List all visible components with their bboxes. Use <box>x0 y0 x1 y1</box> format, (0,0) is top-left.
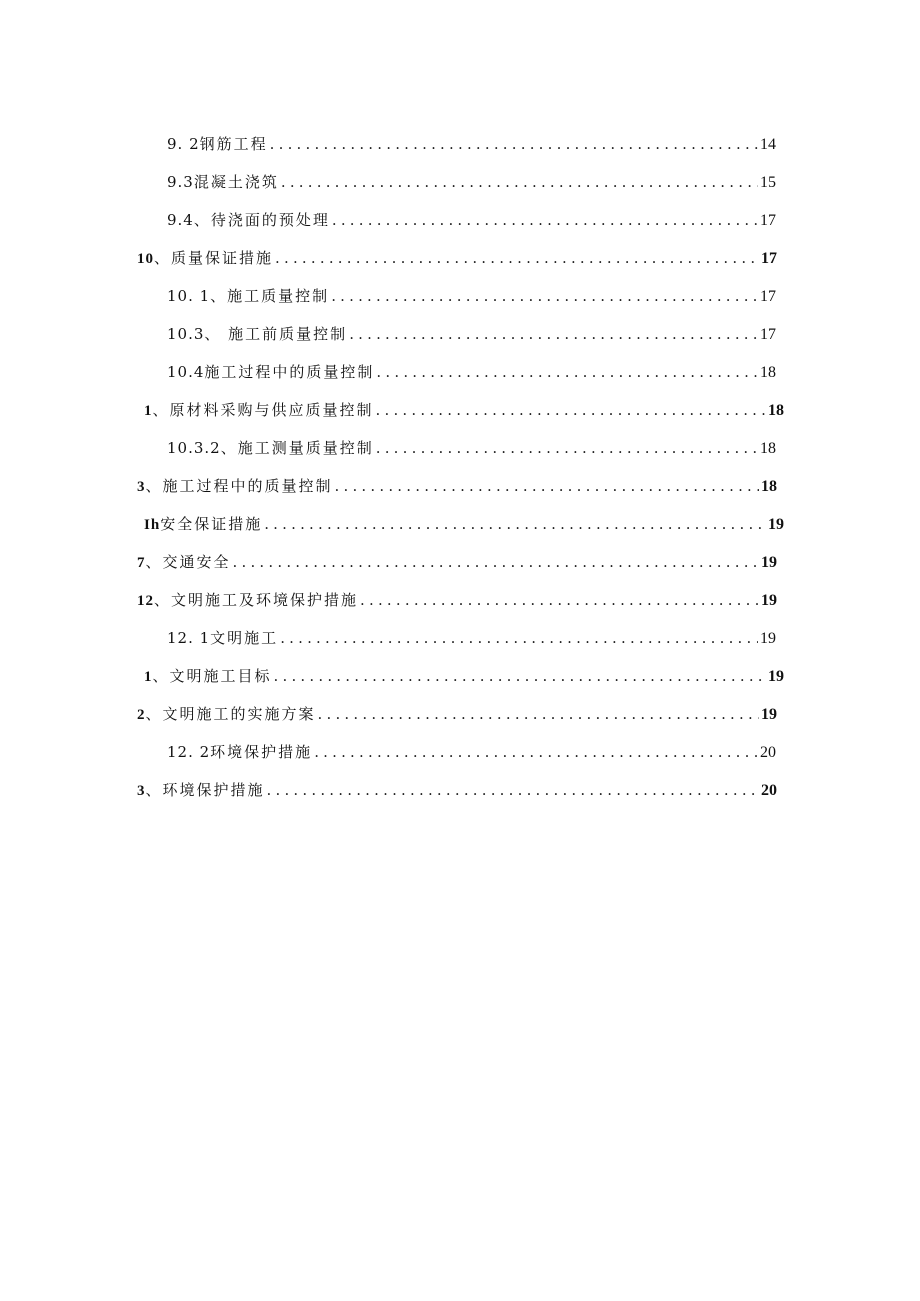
toc-leader-dots <box>280 625 758 651</box>
toc-entry-number: 3 <box>137 783 146 799</box>
toc-leader-dots <box>332 207 758 233</box>
toc-entry-page: 17 <box>760 326 776 343</box>
toc-leader-dots <box>331 283 758 309</box>
toc-leader-dots <box>281 169 758 195</box>
toc-leader-dots <box>335 473 759 499</box>
toc-entry-title: 、施工质量控制 <box>210 287 330 305</box>
toc-entry-9-2[interactable] <box>167 131 776 157</box>
toc-entry-number: 9.4 <box>167 211 194 229</box>
toc-leader-dots <box>314 739 758 765</box>
toc-entry-title: 施工过程中的质量控制 <box>204 363 375 381</box>
toc-entry-construction-process[interactable] <box>137 473 777 499</box>
toc-entry-title: 、质量保证措施 <box>154 249 274 267</box>
toc-entry-9-4[interactable] <box>167 207 776 233</box>
toc-leader-dots <box>264 511 766 537</box>
toc-entry-page: 19 <box>761 554 777 571</box>
toc-entry-page: 18 <box>760 440 776 457</box>
toc-leader-dots <box>376 397 766 423</box>
toc-leader-dots <box>267 777 759 803</box>
toc-entry-number: 9. 2 <box>167 135 200 153</box>
toc-entry-page: 19 <box>761 706 777 723</box>
toc-entry-12-1[interactable] <box>167 625 776 651</box>
toc-entry-number: 1 <box>144 669 153 685</box>
toc-entry-safety[interactable] <box>144 511 784 537</box>
toc-entry-12-2[interactable] <box>167 739 776 765</box>
toc-entry-number: 10.3.2 <box>167 439 221 457</box>
toc-entry-title: 钢筋工程 <box>199 135 268 153</box>
toc-leader-dots <box>318 701 759 727</box>
toc-leader-dots <box>233 549 759 575</box>
toc-entry-page: 19 <box>761 592 777 609</box>
toc-entry-title: 、待浇面的预处理 <box>193 211 330 229</box>
toc-entry-title: 、 施工前质量控制 <box>204 325 348 343</box>
toc-entry-title: 、原材料采购与供应质量控制 <box>152 401 374 419</box>
toc-entry-number: 10.4 <box>167 363 205 381</box>
toc-entry-9-3[interactable] <box>167 169 776 195</box>
toc-entry-page: 18 <box>768 402 784 419</box>
toc-entry-number: 1 <box>144 403 153 419</box>
toc-entry-number: 2 <box>137 707 146 723</box>
toc-entry-civilized-goal[interactable] <box>144 663 784 689</box>
toc-leader-dots <box>376 435 758 461</box>
toc-entry-10-4[interactable] <box>167 359 776 385</box>
toc-entry-number: 10. 1 <box>167 287 211 305</box>
toc-leader-dots <box>360 587 759 613</box>
toc-entry-raw-materials[interactable] <box>144 397 784 423</box>
toc-entry-title: 、施工过程中的质量控制 <box>145 477 333 495</box>
toc-entry-page: 19 <box>768 668 784 685</box>
toc-entry-page: 19 <box>760 630 776 647</box>
toc-leader-dots <box>270 131 758 157</box>
toc-entry-number: Ih <box>144 517 161 533</box>
toc-entry-page: 18 <box>760 364 776 381</box>
toc-entry-title: 文明施工 <box>210 629 279 647</box>
toc-leader-dots <box>349 321 758 347</box>
toc-entry-page: 14 <box>760 136 776 153</box>
toc-entry-page: 18 <box>761 478 777 495</box>
toc-entry-page: 20 <box>760 744 776 761</box>
toc-entry-10-1[interactable] <box>167 283 776 309</box>
toc-entry-title: 安全保证措施 <box>160 515 263 533</box>
toc-entry-10-3-2[interactable] <box>167 435 776 461</box>
toc-entry-environment[interactable] <box>137 777 777 803</box>
toc-entry-title: 、文明施工及环境保护措施 <box>154 591 359 609</box>
toc-entry-title: 混凝土浇筑 <box>193 173 279 191</box>
toc-entry-page: 17 <box>760 212 776 229</box>
toc-entry-10[interactable] <box>137 245 777 271</box>
toc-leader-dots <box>275 245 759 271</box>
toc-entry-12[interactable] <box>137 587 777 613</box>
toc-entry-number: 7 <box>137 555 146 571</box>
toc-entry-page: 20 <box>761 782 777 799</box>
toc-entry-page: 17 <box>760 288 776 305</box>
toc-entry-title: 、文明施工的实施方案 <box>145 705 316 723</box>
toc-entry-page: 15 <box>760 174 776 191</box>
toc-entry-number: 12 <box>137 593 154 609</box>
toc-entry-title: 、文明施工目标 <box>152 667 272 685</box>
toc-entry-civilized-plan[interactable] <box>137 701 777 727</box>
toc-entry-number: 10 <box>137 251 154 267</box>
toc-entry-10-3[interactable] <box>167 321 776 347</box>
toc-entry-title: 、环境保护措施 <box>145 781 265 799</box>
toc-entry-number: 3 <box>137 479 146 495</box>
toc-leader-dots <box>376 359 758 385</box>
toc-entry-number: 12. 2 <box>167 743 211 761</box>
toc-entry-title: 、施工测量质量控制 <box>220 439 374 457</box>
toc-leader-dots <box>274 663 766 689</box>
toc-entry-traffic-safety[interactable] <box>137 549 777 575</box>
toc-entry-title: 、交通安全 <box>145 553 231 571</box>
toc-entry-page: 17 <box>761 250 777 267</box>
toc-entry-page: 19 <box>768 516 784 533</box>
toc-entry-title: 环境保护措施 <box>210 743 313 761</box>
toc-entry-number: 10.3 <box>167 325 205 343</box>
toc-entry-number: 9.3 <box>167 173 194 191</box>
toc-entry-number: 12. 1 <box>167 629 211 647</box>
